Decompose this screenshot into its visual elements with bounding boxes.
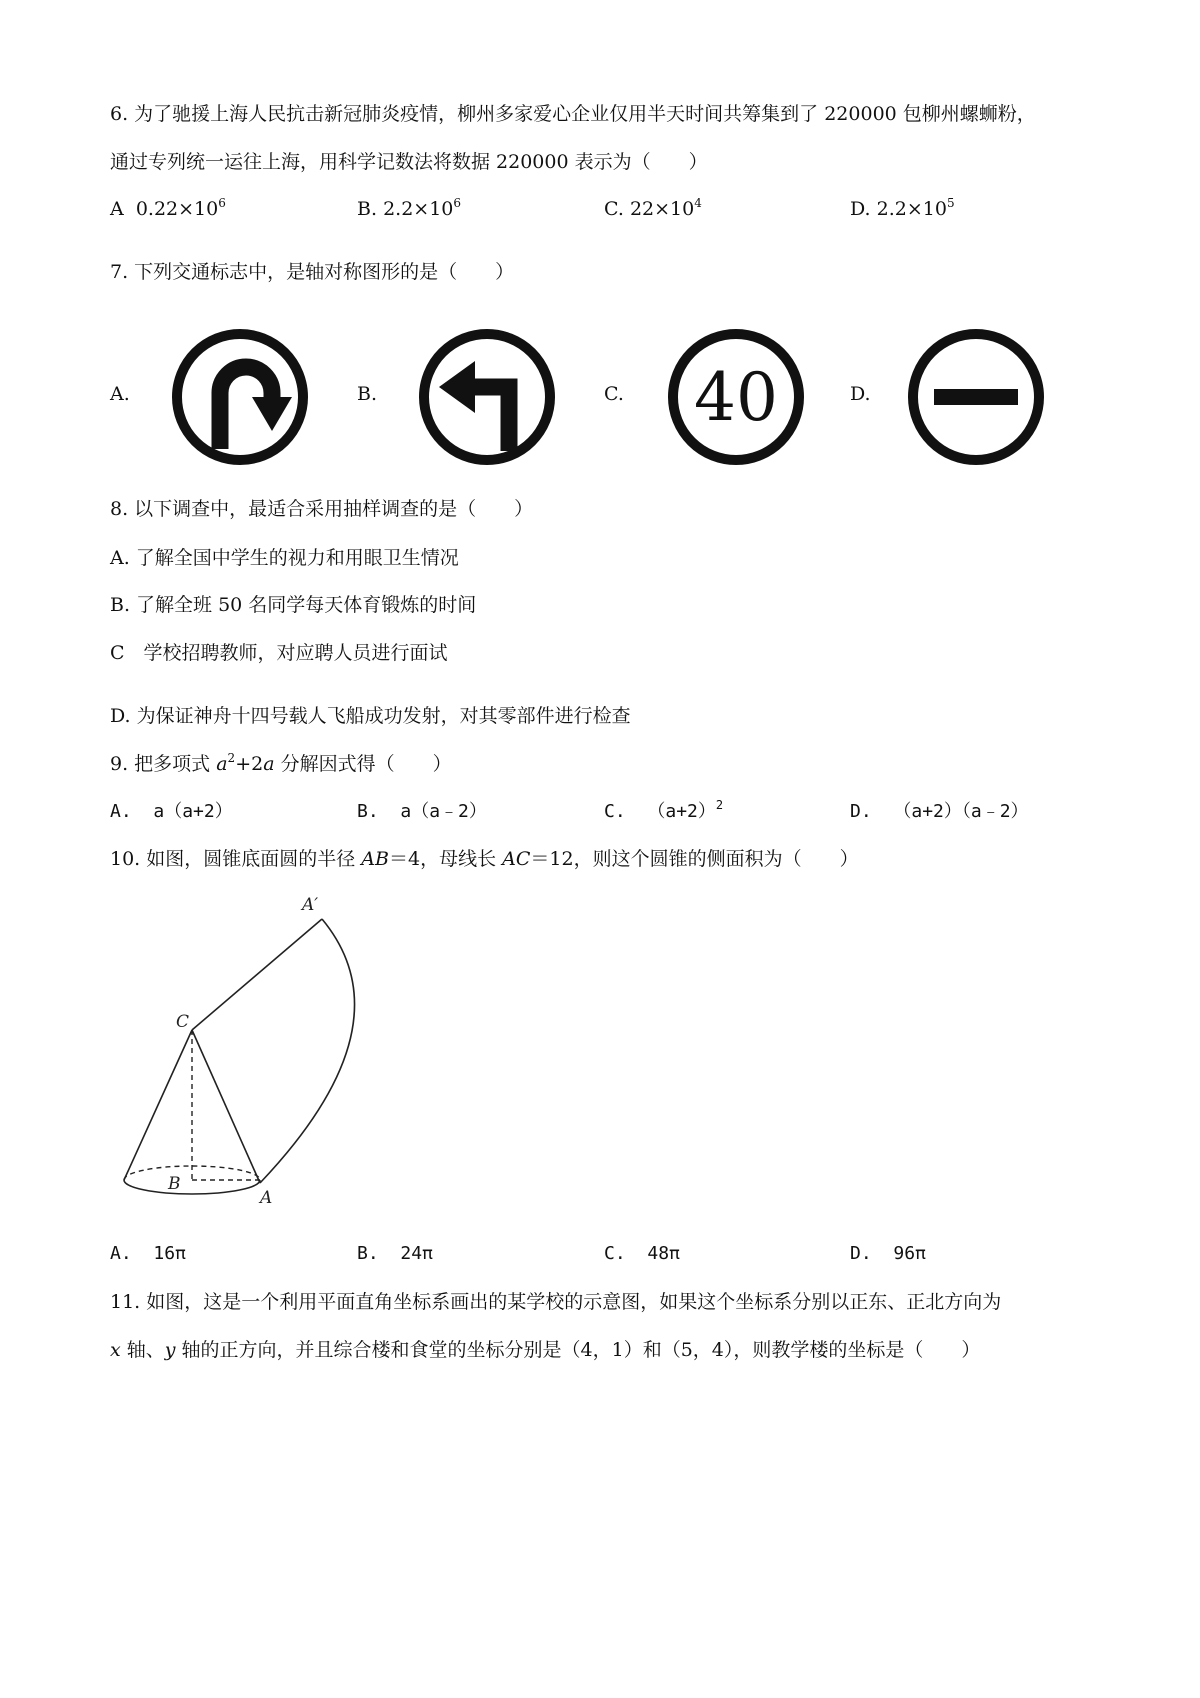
q7-option-b-label[interactable]: B. [357,383,378,405]
q8-option-d[interactable]: D. 为保证神舟十四号载人飞船成功发射，对其零部件进行检查 [110,705,631,727]
q11-stem-line1: 11. 如图，这是一个利用平面直角坐标系画出的某学校的示意图，如果这个坐标系分别以正东、正北方向为 [110,1291,1002,1313]
q9-option-b[interactable]: B. a（a﹣2） [357,801,487,822]
label-a: A [260,1188,273,1208]
q8-option-c[interactable]: C 学校招聘教师，对应聘人员进行面试 [110,642,448,664]
label-c: C [176,1012,190,1032]
u-turn-right-sign-icon[interactable] [170,327,310,467]
label-b: B [168,1174,181,1194]
q10-option-b[interactable]: B. 24π [357,1243,433,1264]
q8-option-b[interactable]: B. 了解全班 50 名同学每天体育锻炼的时间 [110,594,477,616]
q10-stem: 10. 如图，圆锥底面圆的半径 AB＝4，母线长 AC＝12，则这个圆锥的侧面积为（ ） [110,848,859,870]
label-a-prime: A′ [302,895,319,915]
q9-option-d[interactable]: D. （a+2）（a﹣2） [850,801,1029,822]
q8-stem: 8. 以下调查中，最适合采用抽样调查的是（ ） [110,498,534,520]
q11-stem-line2: x 轴、y 轴的正方向，并且综合楼和食堂的坐标分别是（4，1）和（5，4），则教学楼的坐标是（ ） [110,1339,981,1361]
q6-option-a[interactable]: A $0.22\times 10^6$ [110,196,226,220]
q7-option-d-label[interactable]: D. [850,383,871,405]
speed-limit-40-sign-icon[interactable] [666,327,806,467]
q6-option-b[interactable]: B. $2.2\times 10^6$ [357,196,462,220]
q9-option-c[interactable]: C. $(a+2)^2$ [604,798,724,822]
q6-option-c[interactable]: C. $22\times 10^4$ [604,196,702,220]
no-entry-sign-icon[interactable] [906,327,1046,467]
q9-option-a[interactable]: A. a（a+2） [110,801,233,822]
turn-left-sign-icon[interactable] [417,327,557,467]
q6-stem-line2: 通过专列统一运往上海，用科学记数法将数据 220000 表示为（ ） [110,151,708,173]
q9-stem: 9. 把多项式 $a^2+2a$ 分解因式得（ ） [110,751,452,775]
q7-option-c-label[interactable]: C. [604,383,624,405]
q10-option-a[interactable]: A. 16π [110,1243,186,1264]
q6-option-d[interactable]: D. $2.2\times 10^5$ [850,196,955,220]
cone-figure [110,885,430,1215]
speed-limit-text: 40 [694,359,778,436]
q10-option-c[interactable]: C. 48π [604,1243,680,1264]
q7-option-a-label[interactable]: A. [110,383,130,405]
q6-stem-line1: 6. 为了驰援上海人民抗击新冠肺炎疫情，柳州多家爱心企业仅用半天时间共筹集到了 220000 包柳州螺蛳粉， [110,103,1036,125]
q8-option-a[interactable]: A. 了解全国中学生的视力和用眼卫生情况 [110,547,459,569]
q10-option-d[interactable]: D. 96π [850,1243,926,1264]
q7-stem: 7. 下列交通标志中，是轴对称图形的是（ ） [110,261,515,283]
